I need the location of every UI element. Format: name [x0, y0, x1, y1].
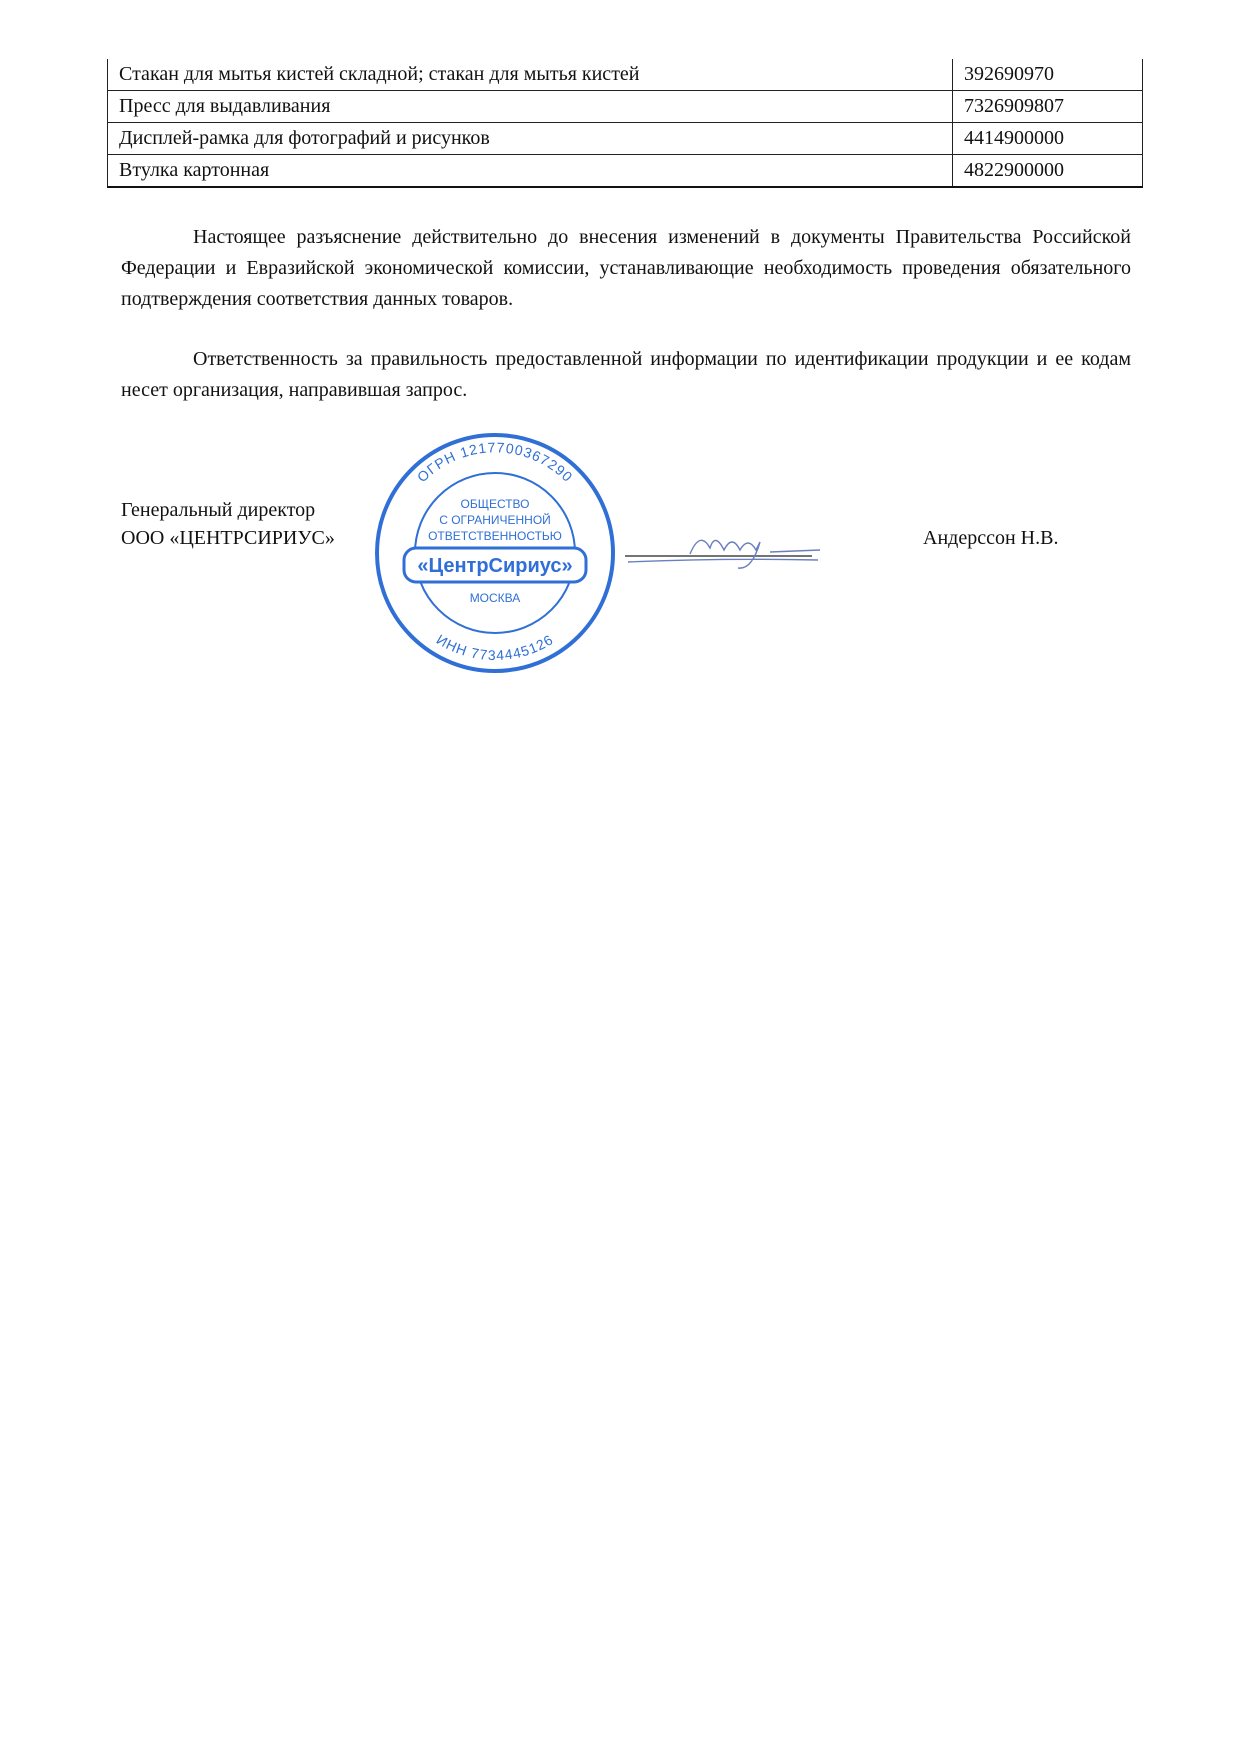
- stamp-name: «ЦентрСириус»: [417, 555, 573, 577]
- table-row: [108, 91, 1143, 123]
- stamp-inn: ИНН 7734445126: [433, 631, 557, 664]
- product-name: Втулка картонная: [108, 155, 953, 188]
- product-name: Дисплей-рамка для фотографий и рисунков: [108, 123, 953, 155]
- stamp-inner-line: С ОГРАНИЧЕННОЙ: [439, 513, 551, 527]
- product-name: Стакан для мытья кистей складной; стакан для мытья кистей: [108, 59, 953, 91]
- signature-image: [620, 520, 820, 580]
- product-code: 7326909807: [953, 91, 1143, 123]
- signer-position: Генеральный директор: [121, 499, 316, 521]
- signer-name: Андерссон Н.В.: [923, 527, 1059, 549]
- responsibility-paragraph: Ответственность за правильность предоставленной информации по идентификации продукции и ее кодам несет организация, направившая запрос.: [121, 348, 1131, 401]
- stamp-ogrn: ОГРН 1217700367290: [413, 439, 577, 486]
- table-row: [108, 59, 1143, 91]
- stamp-inner-line: ОТВЕТСТВЕННОСТЬЮ: [428, 529, 562, 543]
- stamp-inner-line: ОБЩЕСТВО: [460, 497, 530, 511]
- product-name: Пресс для выдавливания: [108, 91, 953, 123]
- table-row: [108, 155, 1143, 188]
- stamp-city: МОСКВА: [469, 591, 521, 605]
- validity-paragraph: Настоящее разъяснение действительно до внесения изменений в документы Правительства Российской Федерации и Евразийской экономической комиссии, устанавливающие необходимость проведения обязательного подтверждения соответствия данных товаров.: [121, 226, 1131, 310]
- table-row: [108, 123, 1143, 155]
- product-code: 392690970: [953, 59, 1143, 91]
- product-code: 4414900000: [953, 123, 1143, 155]
- product-codes-table: [107, 59, 1143, 188]
- product-code: 4822900000: [953, 155, 1143, 188]
- company-stamp: [372, 430, 618, 676]
- company-name: ООО «ЦЕНТРСИРИУС»: [121, 527, 335, 549]
